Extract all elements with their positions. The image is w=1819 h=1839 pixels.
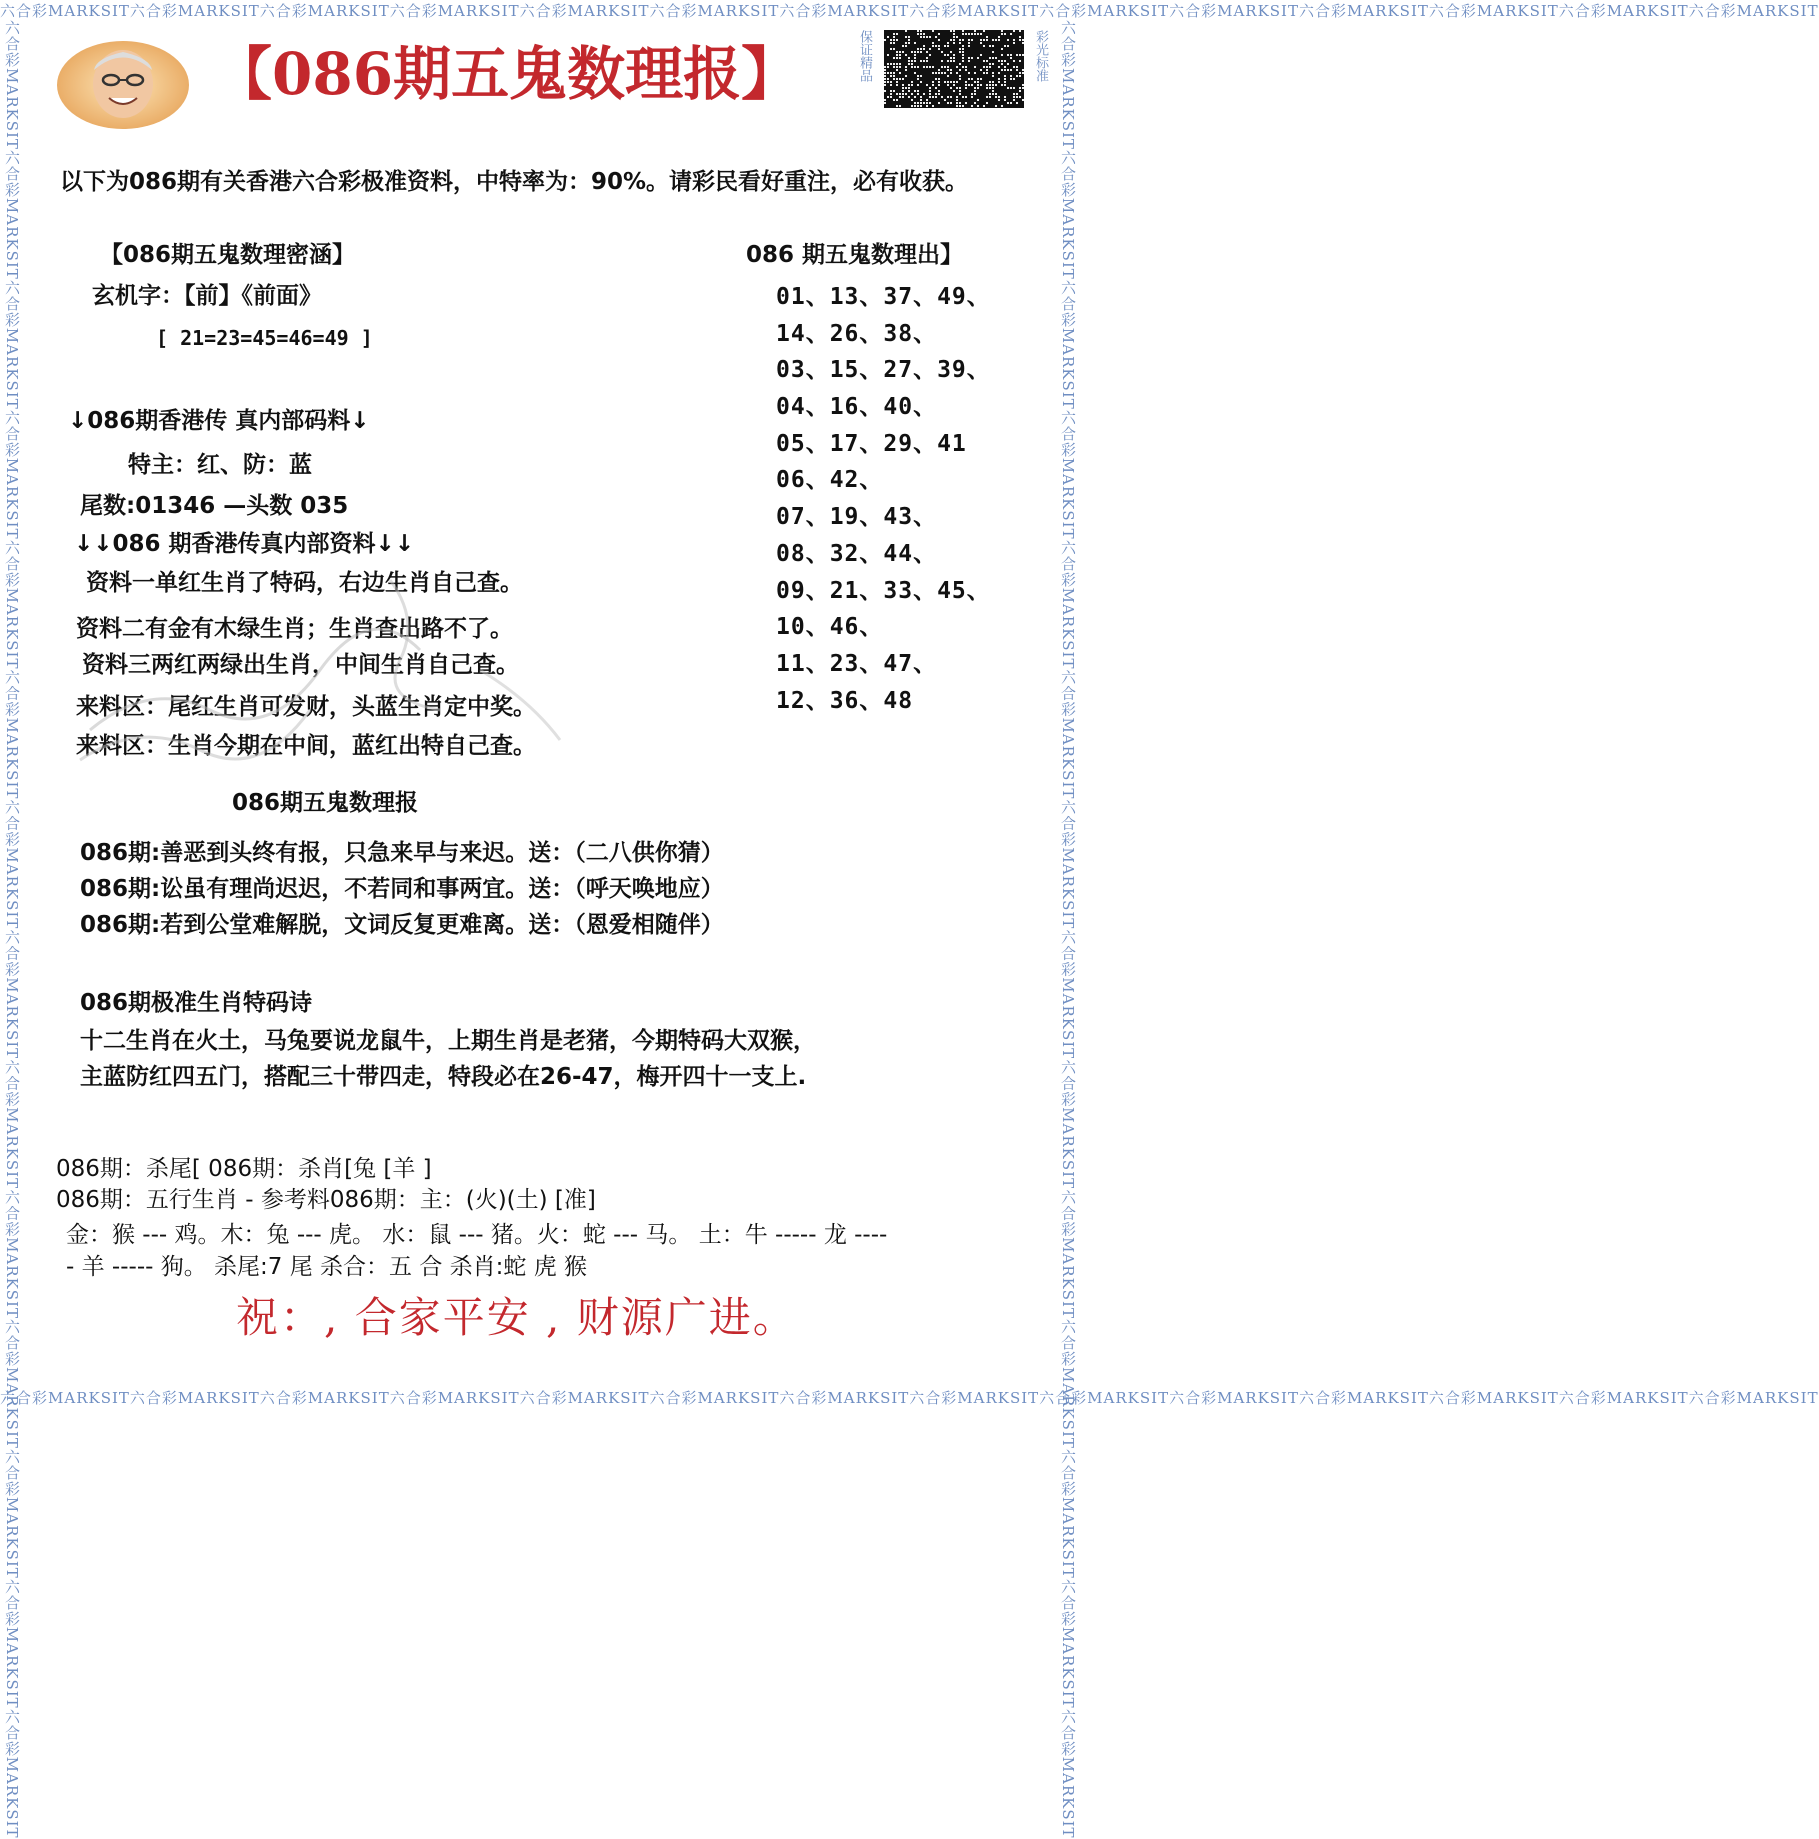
report-line: 086期:善恶到头终有报，只急来早与来迟。送：（二八供你猜） [80,840,724,866]
numbers-row: 10、46、 [776,614,884,641]
xuanji-numbers: [ 21=23=45=46=49 ] [156,326,373,350]
data-line: 资料二有金有木绿生肖；生肖查出路不了。 [76,616,513,642]
page-title: 【086期五鬼数理报】 [214,40,800,108]
qr-stamp [856,30,1052,114]
report-title: 086期五鬼数理报 [232,790,419,816]
stamp-right-text: 彩光标准 [1033,30,1048,82]
section-title-ziliao: ↓↓086 期香港传真内部资料↓↓ [74,531,415,557]
numbers-row: 07、19、43、 [776,504,938,531]
numbers-row: 01、13、37、49、 [776,284,991,310]
data-line: 资料三两红两绿出生肖，中间生肖自己查。 [82,652,519,678]
numbers-row: 06、42、 [776,467,884,494]
watermark-border-bottom: 六合彩MARKSIT六合彩MARKSIT六合彩MARKSIT六合彩MARKSIT六合彩MARKSIT六合彩MARKSIT六合彩MARKSIT六合彩MARKSIT六合彩MARKSIT六合彩MARKSIT六合彩MARKSIT六合彩MARKSIT六合彩MARKSIT六合彩MARKSIT [0,1389,1819,1407]
numbers-row: 11、23、47、 [776,650,938,677]
poem-line: 十二生肖在火土，马兔要说龙鼠牛，上期生肖是老猪，今期特码大双猴， [80,1028,816,1054]
numbers-row: 05、17、29、41 [776,430,967,457]
bottom-line: 金：猴 --- 鸡。木：兔 --- 虎。 水：鼠 --- 猪。火：蛇 --- 马。 土：牛 ----- 龙 ---- [66,1222,888,1248]
watermark-border-right: 六合彩MARKSIT六合彩MARKSIT六合彩MARKSIT六合彩MARKSIT六合彩MARKSIT六合彩MARKSIT六合彩MARKSIT六合彩MARKSIT六合彩MARKSIT六合彩MARKSIT六合彩MARKSIT六合彩MARKSIT六合彩MARKSIT六合彩MARKSIT [1059,20,1077,1839]
numbers-row: 03、15、27、39、 [776,357,991,384]
data-line: 来料区：尾红生肖可发财，头蓝生肖定中奖。 [76,694,536,720]
weishu-text: 尾数:01346 —头数 035 [80,493,349,519]
handwritten-scribble [60,560,660,780]
numbers-row: 12、36、48 [776,687,914,714]
numbers-row: 09、21、33、45、 [776,577,991,604]
stamp-left-text: 保证精品 [857,30,872,82]
watermark-border-top: 六合彩MARKSIT六合彩MARKSIT六合彩MARKSIT六合彩MARKSIT六合彩MARKSIT六合彩MARKSIT六合彩MARKSIT六合彩MARKSIT六合彩MARKSIT六合彩MARKSIT六合彩MARKSIT六合彩MARKSIT六合彩MARKSIT六合彩MARKSIT [0,2,1819,20]
numbers-title: 086 期五鬼数理出】 [746,242,964,268]
numbers-row: 08、32、44、 [776,540,938,567]
blessing-text: 祝：, 合家平安 , 财源广进。 [236,1293,797,1342]
bottom-line: 086期：杀尾[ 086期：杀肖[兔 [羊 ] [56,1156,432,1182]
section-title-mihan: 【086期五鬼数理密涵】 [100,242,356,268]
data-line: 来料区：生肖今期在中间，蓝红出特自己查。 [76,733,536,759]
avatar-image [54,40,192,130]
qr-code-image [884,30,1024,108]
poem-title: 086期极准生肖特码诗 [80,990,313,1016]
report-line: 086期:讼虽有理尚迟迟，不若同和事两宜。送：（呼天唤地应） [80,876,724,902]
numbers-row: 14、26、38、 [776,320,938,347]
report-line: 086期:若到公堂难解脱，文词反复更难离。送：（恩爱相随伴） [80,912,724,938]
watermark-border-left: 六合彩MARKSIT六合彩MARKSIT六合彩MARKSIT六合彩MARKSIT六合彩MARKSIT六合彩MARKSIT六合彩MARKSIT六合彩MARKSIT六合彩MARKSIT六合彩MARKSIT六合彩MARKSIT六合彩MARKSIT六合彩MARKSIT六合彩MARKSIT [3,20,21,1839]
section-title-chuanzhen: ↓086期香港传 真内部码料↓ [68,408,370,434]
poem-line: 主蓝防红四五门，搭配三十带四走，特段必在26-47，梅开四十一支上. [80,1064,807,1090]
tezhu-text: 特主：红、防：蓝 [128,452,312,478]
data-line: 资料一单红生肖了特码，右边生肖自己查。 [86,570,523,596]
bottom-line: 086期：五行生肖 - 参考料086期：主：(火)(土) [准] [56,1187,596,1213]
numbers-list [776,286,991,726]
bottom-line: - 羊 ----- 狗。 杀尾:7 尾 杀合：五 合 杀肖:蛇 虎 猴 [66,1254,588,1280]
intro-text: 以下为086期有关香港六合彩极准资料，中特率为：90%。请彩民看好重注，必有收获。 [60,169,969,195]
xuanji-text: 玄机字：【前】《前面》 [92,283,322,309]
numbers-row: 04、16、40、 [776,394,938,421]
